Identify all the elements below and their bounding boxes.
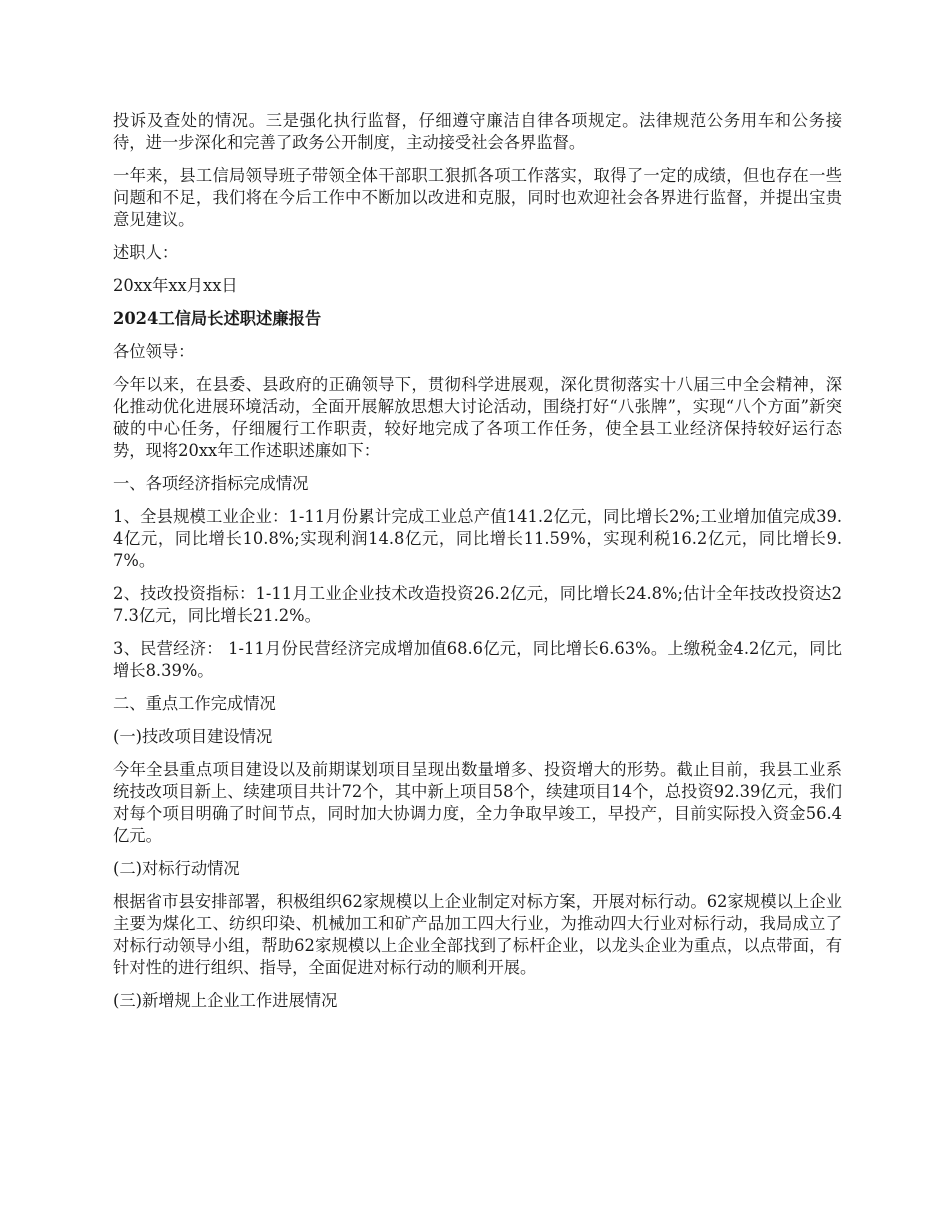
paragraph-industrial-enterprises: 1、全县规模工业企业：1-11月份累计完成工业总产值141.2亿元，同比增长2%;工业增加值完成39.4亿元，同比增长10.8%;实现利润14.8亿元，同比增长11.59%，实现利税16.2亿元，同比增长9.7%。 [113, 507, 842, 570]
paragraph-private-economy: 3、民营经济： 1-11月份民营经济完成增加值68.6亿元，同比增长6.63%。上缴税金4.2亿元，同比增长8.39%。 [113, 639, 842, 680]
report-title: 2024工信局长述职述廉报告 [113, 309, 322, 328]
paragraph-technical-investment: 2、技改投资指标：1-11月工业企业技术改造投资26.2亿元，同比增长24.8%;估计全年技改投资达27.3亿元，同比增长21.2%。 [113, 584, 842, 625]
section-heading-indicators: 一、各项经济指标完成情况 [113, 474, 309, 493]
signature-label: 述职人： [113, 243, 179, 262]
subheading-new-enterprises: (三)新增规上企业工作进展情况 [113, 991, 338, 1010]
signature-date: 20xx年xx月xx日 [113, 276, 238, 295]
paragraph-intro: 今年以来，在县委、县政府的正确领导下，贯彻科学进展观，深化贯彻落实十八届三中全会精神，深化推动优化进展环境活动，全面开展解放思想大讨论活动，围绕打好“八张牌”，实现“八个方面”新突破的中心任务，仔细履行工作职责，较好地完成了各项工作任务，使全县工业经济保持较好运行态势，现将20xx年工作述职述廉如下： [113, 375, 842, 460]
paragraph-projects: 今年全县重点项目建设以及前期谋划项目呈现出数量增多、投资增大的形势。截止目前，我县工业系统技改项目新上、续建项目共计72个，其中新上项目58个，续建项目14个，总投资92.39亿元，我们对每个项目明确了时间节点，同时加大协调力度，全力争取早竣工，早投产，目前实际投入资金56.4亿元。 [113, 760, 842, 845]
section-heading-key-work: 二、重点工作完成情况 [113, 694, 276, 713]
subheading-projects: (一)技改项目建设情况 [113, 727, 273, 746]
paragraph-summary: 一年来，县工信局领导班子带领全体干部职工狠抓各项工作落实，取得了一定的成绩，但也存在一些问题和不足，我们将在今后工作中不断加以改进和克服，同时也欢迎社会各界进行监督，并提出宝贵意见建议。 [113, 166, 842, 229]
subheading-benchmarking: (二)对标行动情况 [113, 859, 240, 878]
salutation: 各位领导： [113, 342, 195, 361]
paragraph-supervision: 投诉及查处的情况。三是强化执行监督，仔细遵守廉洁自律各项规定。法律规范公务用车和公务接待，进一步深化和完善了政务公开制度，主动接受社会各界监督。 [113, 111, 842, 152]
paragraph-benchmarking: 根据省市县安排部署，积极组织62家规模以上企业制定对标方案，开展对标行动。62家规模以上企业主要为煤化工、纺织印染、机械加工和矿产品加工四大行业，为推动四大行业对标行动，我局成立了对标行动领导小组，帮助62家规模以上企业全部找到了标杆企业，以龙头企业为重点，以点带面，有针对性的进行组织、指导，全面促进对标行动的顺利开展。 [113, 892, 842, 977]
